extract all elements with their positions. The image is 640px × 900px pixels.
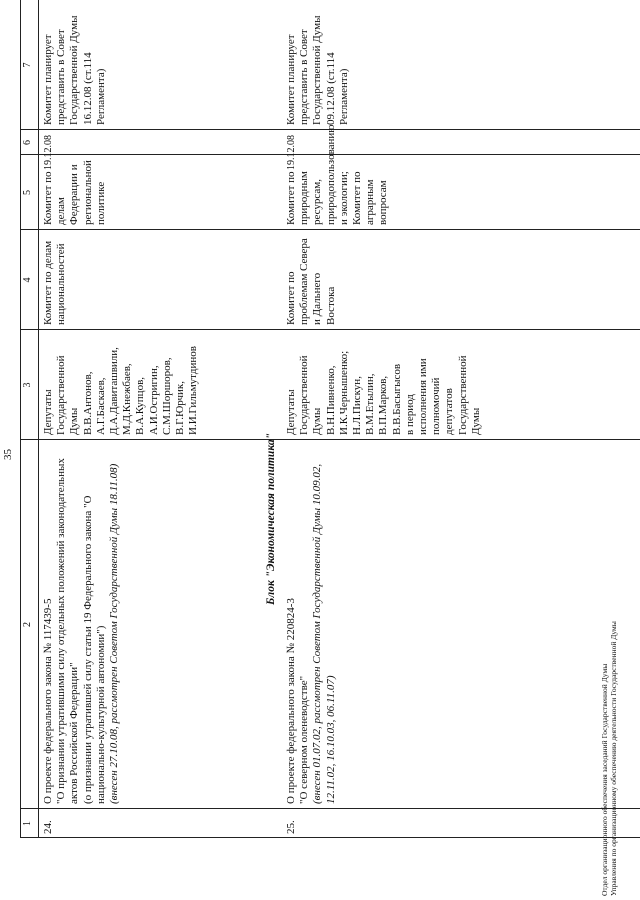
author-line: С.М.Шоршоров, (160, 357, 173, 435)
col-line (20, 808, 640, 809)
footer-line: Управления по организационному обеспечению деятельности Государственной Думы (609, 621, 618, 896)
col-header: 7 (22, 62, 33, 68)
page-number: 35 (2, 449, 14, 460)
col-header: 2 (22, 622, 33, 627)
committee-cell: Комитет по делам национальностей (42, 240, 68, 325)
bill-name: "О признании утратившими силу отдельных положений законодательных актов Российской Федерации" (55, 458, 81, 804)
date-cell: 19.12.08 (43, 135, 54, 170)
author-line: Думы (68, 407, 81, 435)
author-line: Государственной (55, 355, 68, 435)
author-line: А.Г.Баскаев, (94, 377, 107, 435)
row-number: 25. (285, 820, 297, 834)
author-line: В.Н.Пивненко, (324, 365, 337, 435)
bill-cell (285, 444, 338, 804)
col-line (20, 837, 640, 838)
col-header: 5 (22, 190, 33, 195)
block-title: Блок "Экономическая политика" (265, 432, 277, 605)
author-line: Государственной (456, 355, 469, 435)
author-line: Н.Л.Пискун, (351, 376, 364, 435)
authors-cell (285, 330, 483, 435)
author-line: Депутаты (285, 389, 297, 435)
bill-title: О проекте федерального закона № 117439-5 (42, 598, 54, 804)
header-bottom-line (38, 0, 39, 838)
header-top-line (20, 0, 21, 838)
author-line: В.М.Етылин, (364, 373, 377, 435)
author-line: полномочий (430, 377, 443, 435)
row-number: 24. (42, 820, 54, 834)
author-line: В.В.Антонов, (81, 371, 94, 435)
col-line (20, 439, 640, 440)
footer (600, 621, 618, 896)
author-line: Д.А.Давиташвили, (108, 347, 121, 435)
author-line: Думы (469, 407, 482, 435)
col-line (20, 229, 640, 230)
remark-cell: Комитет планирует представить в Совет Государственной Думы 09.12.08 (ст.114 Регламента) (285, 15, 350, 125)
col-header: 6 (22, 140, 33, 145)
bill-cell (42, 444, 121, 804)
bill-intro: (внесен 27.10.08, рассмотрен Советом Государственной Думы 18.11.08) (108, 463, 121, 804)
author-line: Думы (311, 407, 324, 435)
author-line: В.А.Купцов, (134, 376, 147, 435)
col-header: 3 (22, 382, 33, 388)
remark-cell: Комитет планирует представить в Совет Государственной Думы 16.12.08 (ст.114 Регламента) (42, 15, 107, 125)
author-line: И.К.Чернышенко; (337, 350, 350, 435)
author-line: В.П.Марков, (377, 375, 390, 435)
author-line: А.И.Остригин, (147, 365, 160, 435)
bill-intro: (внесен 01.07.02, рассмотрен Советом Государственной Думы 10.09.02, 12.11.02, 16.10.03, 06.11.07) (311, 463, 337, 804)
author-line: И.И.Гильмутдинов (187, 346, 200, 435)
author-line: исполнения ими (417, 358, 430, 435)
date-cell: 19.12.08 (286, 135, 297, 170)
footer-line: Отдел организационного обеспечения заседаний Государственной Думы (600, 663, 609, 896)
authors-cell (42, 330, 200, 435)
bill-title: О проекте федерального закона № 220824-3 (285, 598, 297, 804)
author-line: Депутаты (42, 389, 54, 435)
co-committee-cell: Комитет по делам Федерации и региональной политике (42, 160, 107, 225)
author-line: в период (403, 394, 416, 435)
committee-cell: Комитет по проблемам Севера и Дальнего Востока (285, 238, 337, 325)
author-line: В.Г.Юрчик, (174, 380, 187, 435)
co-committee-cell: Комитет по природным ресурсам, природопользованию и экологии; Комитет по аграрным вопросам (285, 124, 390, 225)
author-line: В.В.Басыгысов (390, 363, 403, 435)
author-line: Государственной (298, 355, 311, 435)
bill-name: "О северном оленеводстве" (298, 675, 311, 804)
bill-note: (о признании утратившей силу статьи 19 Федерального закона "О национально-культурной автономии") (81, 495, 107, 804)
col-header: 4 (22, 277, 33, 283)
author-line: М.Д.Кнежбаев, (121, 363, 134, 435)
col-header: 1 (22, 821, 33, 826)
author-line: депутатов (443, 388, 456, 435)
